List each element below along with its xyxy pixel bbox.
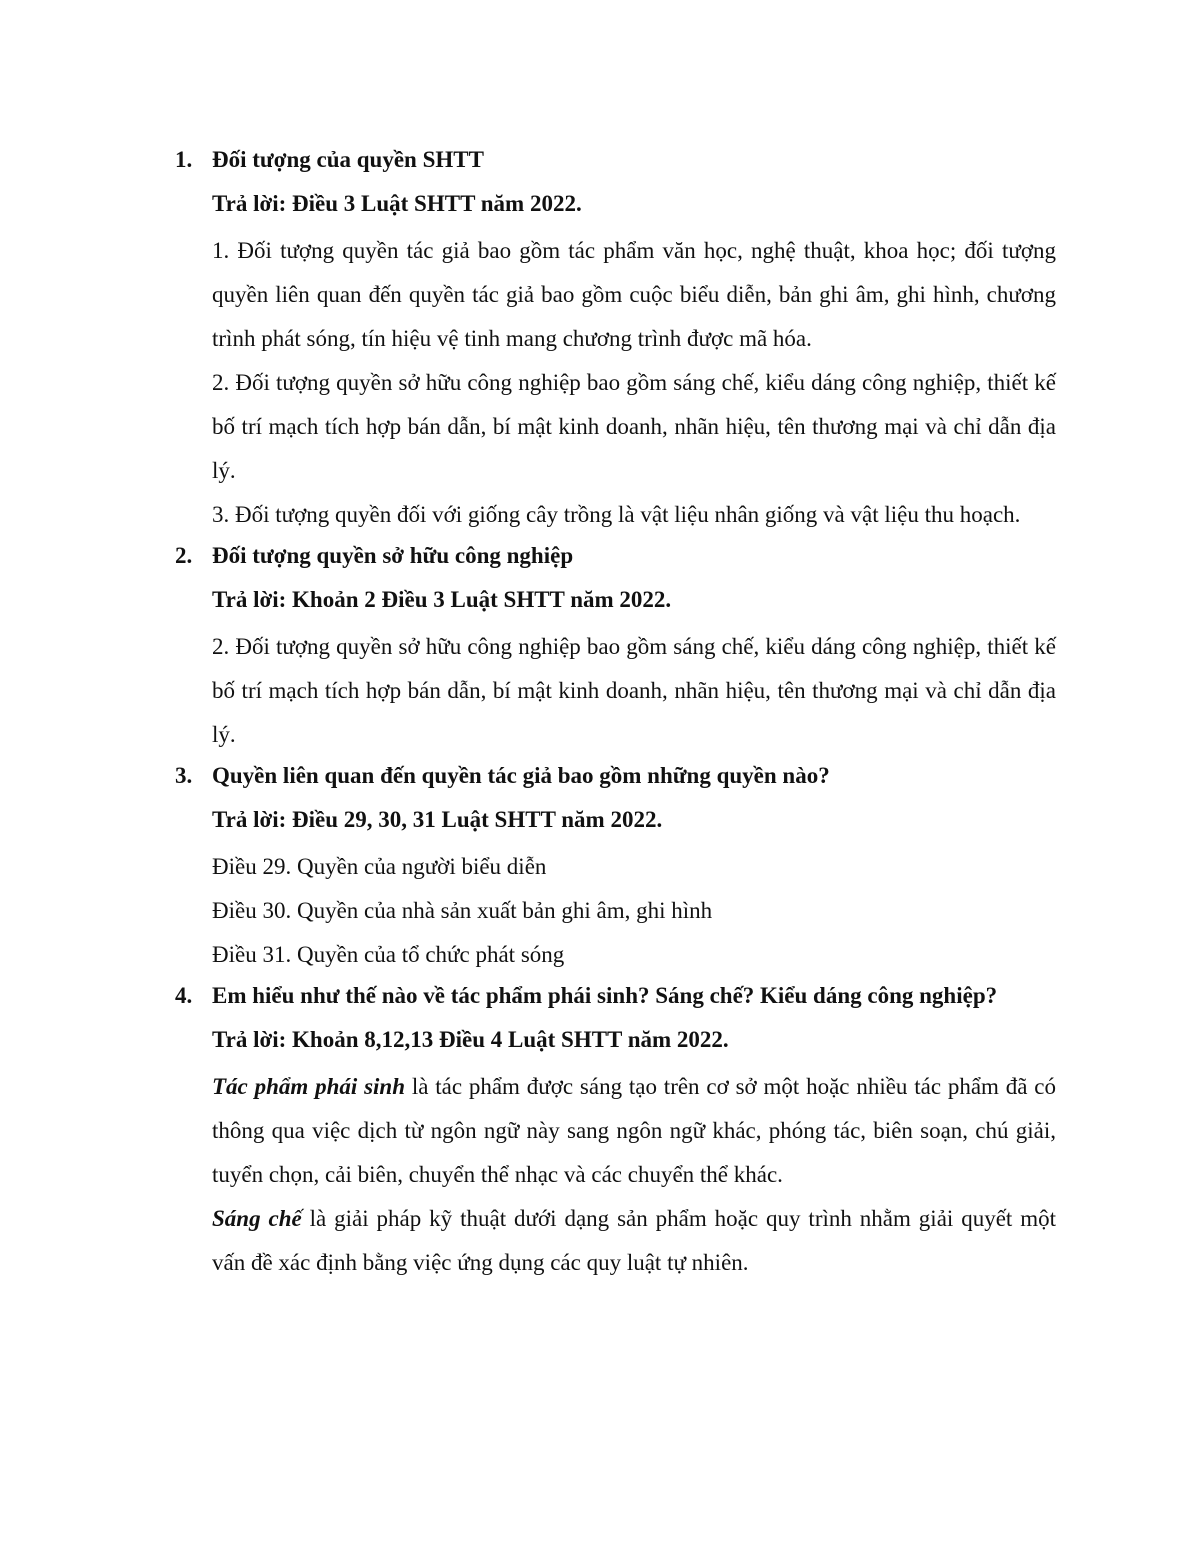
item-number: 3. [175, 763, 193, 788]
definition-text: là tác phẩm được sáng tạo trên cơ sở một hoặc nhiều tác phẩm đã có thông qua việc dịch từ ngôn ngữ này sang ngôn ngữ khác, phóng tác, biên soạn, chú giải, tuyển chọn, cải biên, chuyển thể nhạc và các chuyển thể khác. [212, 1074, 1056, 1187]
paragraph: 1. Đối tượng quyền tác giả bao gồm tác phẩm văn học, nghệ thuật, khoa học; đối tượng quyền liên quan đến quyền tác giả bao gồm cuộc biểu diễn, bản ghi âm, ghi hình, chương trình phát sóng, tín hiệu vệ tinh mang chương trình được mã hóa. [212, 238, 1056, 351]
list-item-2 [175, 537, 1056, 757]
list-item-3 [175, 757, 1056, 977]
definition-text: là giải pháp kỹ thuật dưới dạng sản phẩm hoặc quy trình nhằm giải quyết một vấn đề xác định bằng việc ứng dụng các quy luật tự nhiên. [212, 1206, 1057, 1275]
list-item-1 [175, 141, 1056, 537]
list-item-4 [175, 977, 1056, 1285]
item-number: 4. [175, 983, 193, 1008]
defined-term: Tác phẩm phái sinh [212, 1074, 405, 1099]
question-heading: Đối tượng quyền sở hữu công nghiệp [212, 543, 574, 568]
question-heading: Em hiểu như thế nào về tác phẩm phái sinh? Sáng chế? Kiểu dáng công nghiệp? [212, 983, 998, 1008]
question-heading: Quyền liên quan đến quyền tác giả bao gồm những quyền nào? [212, 763, 830, 788]
paragraph: 3. Đối tượng quyền đối với giống cây trồng là vật liệu nhân giống và vật liệu thu hoạch. [212, 502, 1021, 527]
question-heading: Đối tượng của quyền SHTT [212, 147, 484, 172]
definition-paragraph [212, 1197, 1056, 1285]
article-line: Điều 30. Quyền của nhà sản xuất bản ghi âm, ghi hình [212, 898, 713, 923]
item-number: 1. [175, 147, 193, 172]
definition-paragraph [212, 1065, 1056, 1197]
paragraph: 2. Đối tượng quyền sở hữu công nghiệp bao gồm sáng chế, kiểu dáng công nghiệp, thiết kế bố trí mạch tích hợp bán dẫn, bí mật kinh doanh, nhãn hiệu, tên thương mại và chỉ dẫn địa lý. [212, 370, 1056, 483]
item-number: 2. [175, 543, 193, 568]
article-line: Điều 31. Quyền của tổ chức phát sóng [212, 942, 565, 967]
answer-reference: Trả lời: Điều 29, 30, 31 Luật SHTT năm 2022. [212, 807, 663, 832]
defined-term: Sáng chế [212, 1206, 302, 1231]
paragraph: 2. Đối tượng quyền sở hữu công nghiệp bao gồm sáng chế, kiểu dáng công nghiệp, thiết kế bố trí mạch tích hợp bán dẫn, bí mật kinh doanh, nhãn hiệu, tên thương mại và chỉ dẫn địa lý. [212, 634, 1056, 747]
document-content [175, 141, 1056, 1285]
answer-reference: Trả lời: Khoản 2 Điều 3 Luật SHTT năm 2022. [212, 587, 672, 612]
answer-reference: Trả lời: Điều 3 Luật SHTT năm 2022. [212, 191, 582, 216]
answer-reference: Trả lời: Khoản 8,12,13 Điều 4 Luật SHTT năm 2022. [212, 1027, 729, 1052]
article-line: Điều 29. Quyền của người biểu diễn [212, 854, 547, 879]
